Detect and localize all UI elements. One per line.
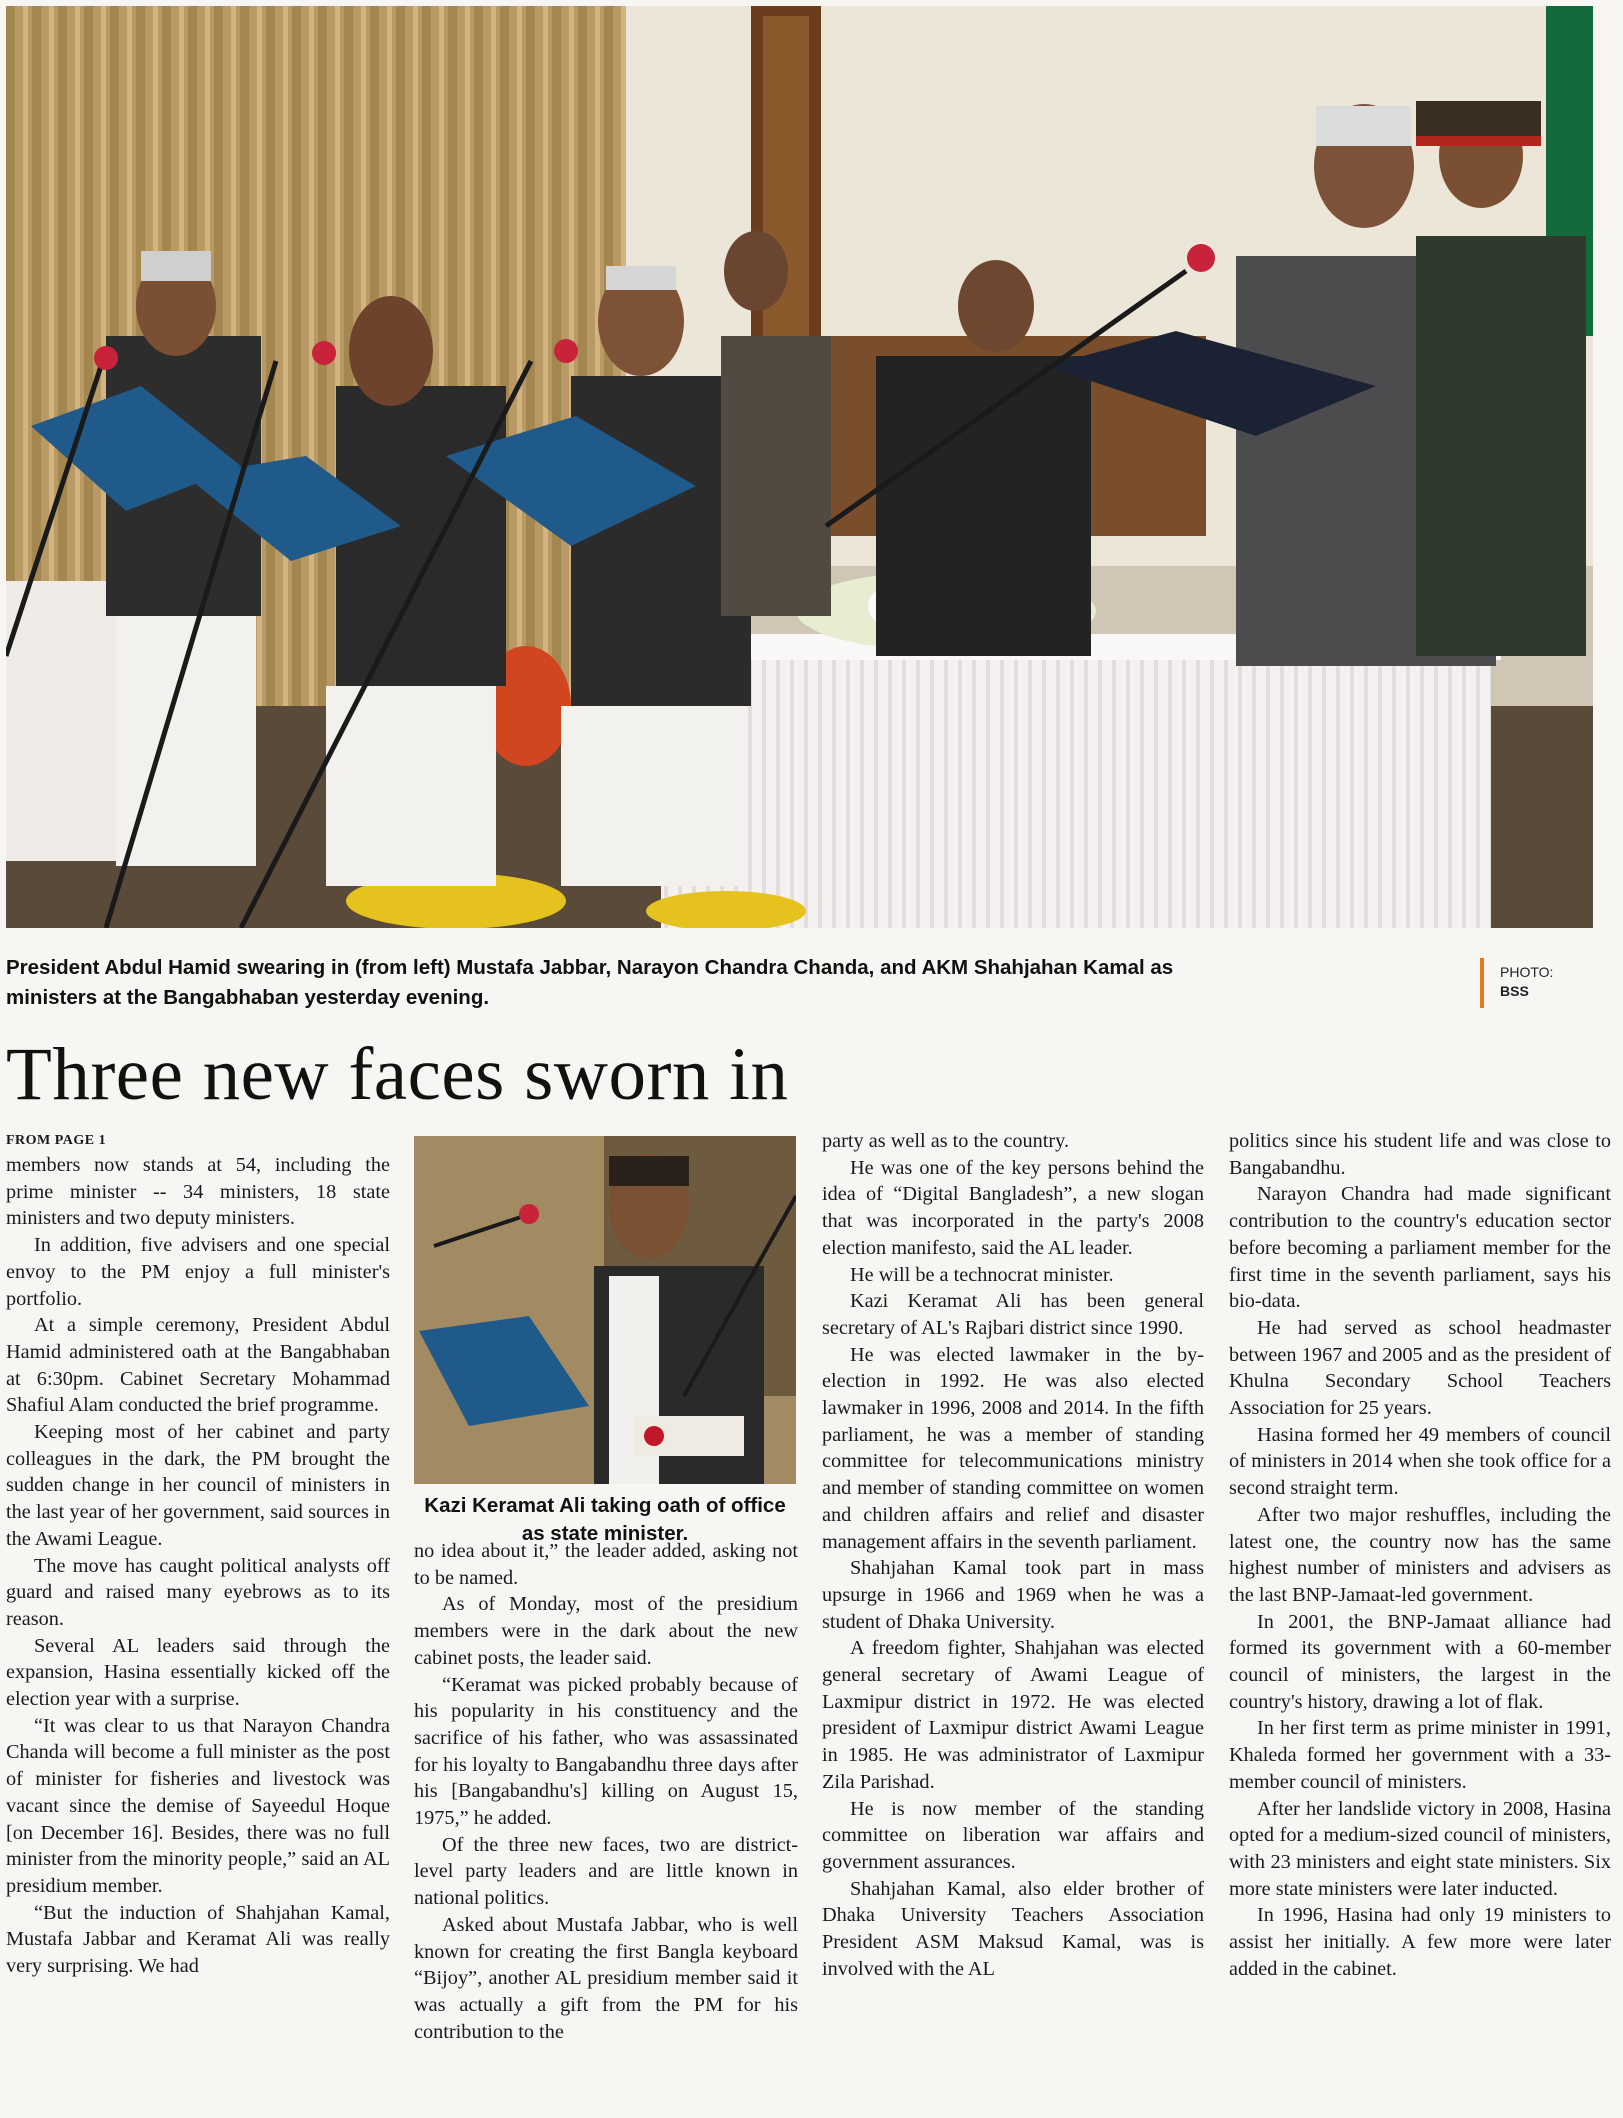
paragraph: Asked about Mustafa Jabbar, who is well known for creating the first Bangla keyboard “Bijoy”, another AL presidium member said it was actually a gift from the PM for his contribution to the xyxy=(414,1913,798,2043)
paragraph: members now stands at 54, including the prime minister -- 34 ministers, 18 state ministers and two deputy ministers. xyxy=(6,1154,390,1230)
paragraph: In 1996, Hasina had only 19 ministers to assist her initially. A few more were later added in the cabinet. xyxy=(1229,1904,1611,1980)
paragraph: Shahjahan Kamal, also elder brother of Dhaka University Teachers Association President ASM Maksud Kamal, was is involved with the AL xyxy=(822,1877,1204,1980)
photo-credit-label: PHOTO: xyxy=(1500,964,1554,980)
paragraph: The move has caught political analysts off guard and raised many eyebrows as to its reason. xyxy=(6,1554,390,1630)
paragraph: In 2001, the BNP-Jamaat alliance had formed its government with a 60-member council of ministers, the largest in the country's history, drawing a lot of flak. xyxy=(1229,1610,1611,1713)
paragraph: He had served as school headmaster between 1967 and 2005 and as the president of Khulna Secondary School Teachers Association for 25 years. xyxy=(1229,1316,1611,1420)
paragraph: In addition, five advisers and one special envoy to the PM enjoy a full minister's portfolio. xyxy=(6,1234,390,1310)
photo-caption: President Abdul Hamid swearing in (from left) Mustafa Jabbar, Narayon Chandra Chanda, and AKM Shahjahan Kamal as ministers at the Bangabhaban yesterday evening. xyxy=(6,956,1174,1009)
paragraph: He was elected lawmaker in the by-election in 1992. He was also elected lawmaker in 1996, 2008 and 2014. In the fifth parliament, he was a member of standing committee for telecommunications ministry and member of standing committee on women and children affairs and relief and disaster management affairs in the seventh parliament. xyxy=(822,1343,1204,1553)
paragraph: Narayon Chandra had made significant contribution to the country's education sector before becoming a parliament member for the first time in the seventh parliament, says his bio-data. xyxy=(1229,1183,1611,1313)
article-column-3 xyxy=(822,1128,1204,1983)
paragraph: Several AL leaders said through the expansion, Hasina essentially kicked off the election year with a surprise. xyxy=(6,1634,390,1711)
inset-photo xyxy=(414,1136,796,1484)
paragraph: Hasina formed her 49 members of council of ministers in 2014 when she took office for a second straight term. xyxy=(1229,1423,1611,1500)
photo-credit xyxy=(1500,963,1600,1001)
main-photo xyxy=(6,6,1593,928)
paragraph: As of Monday, most of the presidium members were in the dark about the new cabinet posts, the leader said. xyxy=(414,1593,798,1669)
paragraph: He is now member of the standing committee on liberation war affairs and government assurances. xyxy=(822,1797,1204,1873)
paragraph: He will be a technocrat minister. xyxy=(850,1263,1114,1286)
paragraph: After two major reshuffles, including the latest one, the country now has the same highest number of ministers and advisers as the last BNP-Jamaat-led government. xyxy=(1229,1503,1611,1606)
paragraph: A freedom fighter, Shahjahan was elected general secretary of Awami League of Laxmipur district in 1972. He was elected president of Laxmipur district Awami League in 1985. He was administrator of Laxmipur Zila Parishad. xyxy=(822,1637,1204,1793)
paragraph: “But the induction of Shahjahan Kamal, Mustafa Jabbar and Keramat Ali was really very surprising. We had xyxy=(6,1901,390,1978)
paragraph: party as well as to the country. xyxy=(822,1130,1070,1152)
paragraph: no idea about it,” the leader added, asking not to be named. xyxy=(414,1540,798,1589)
paragraph: “Keramat was picked probably because of his popularity in his constituency and the sacrifice of his father, who was assassinated for his loyalty to Bangabandhu three days after his [Bangabandhu's] killing on August 15, 1975,” he added. xyxy=(414,1673,798,1830)
paragraph: He was one of the key persons behind the idea of “Digital Bangladesh”, a new slogan that was incorporated in the party's 2008 election manifesto, said the AL leader. xyxy=(822,1156,1204,1259)
article-column-2 xyxy=(414,1538,798,2045)
paragraph: politics since his student life and was close to Bangabandhu. xyxy=(1229,1130,1611,1179)
paragraph: After her landslide victory in 2008, Hasina opted for a medium-sized council of ministers, with 23 ministers and eight state ministers. Six more state ministers were later inducted. xyxy=(1229,1797,1611,1900)
paragraph: “It was clear to us that Narayon Chandra Chanda will become a full minister as the post of minister for fisheries and livestock was vacant since the demise of Sayeedul Hoque [on December 16]. Besides, there was no full minister from the minority people,” said an AL presidium member. xyxy=(6,1714,390,1897)
jump-line: FROM PAGE 1 xyxy=(6,1133,107,1148)
paragraph: Of the three new faces, two are district-level party leaders and are little known in national politics. xyxy=(414,1833,798,1910)
paragraph: Shahjahan Kamal took part in mass upsurge in 1966 and 1969 when he was a student of Dhaka University. xyxy=(822,1557,1204,1633)
photo-credit-source: BSS xyxy=(1500,983,1529,999)
credit-divider xyxy=(1480,958,1484,1008)
article-column-4 xyxy=(1229,1128,1611,1983)
inset-caption: Kazi Keramat Ali taking oath of office as state minister. xyxy=(424,1494,786,1545)
paragraph: Keeping most of her cabinet and party colleagues in the dark, the PM brought the sudden change in her council of ministers in the last year of her government, said sources in the Awami League. xyxy=(6,1421,390,1550)
article-headline: Three new faces sworn in xyxy=(6,1033,789,1116)
article-column-1 xyxy=(6,1132,390,1980)
paragraph: Kazi Keramat Ali has been general secretary of AL's Rajbari district since 1990. xyxy=(822,1290,1204,1339)
paragraph: In her first term as prime minister in 1991, Khaleda formed her government with a 33-member council of ministers. xyxy=(1229,1717,1611,1793)
paragraph: At a simple ceremony, President Abdul Hamid administered oath at the Bangabhaban at 6:30pm. Cabinet Secretary Mohammad Shafiul Alam conducted the brief programme. xyxy=(6,1314,390,1417)
